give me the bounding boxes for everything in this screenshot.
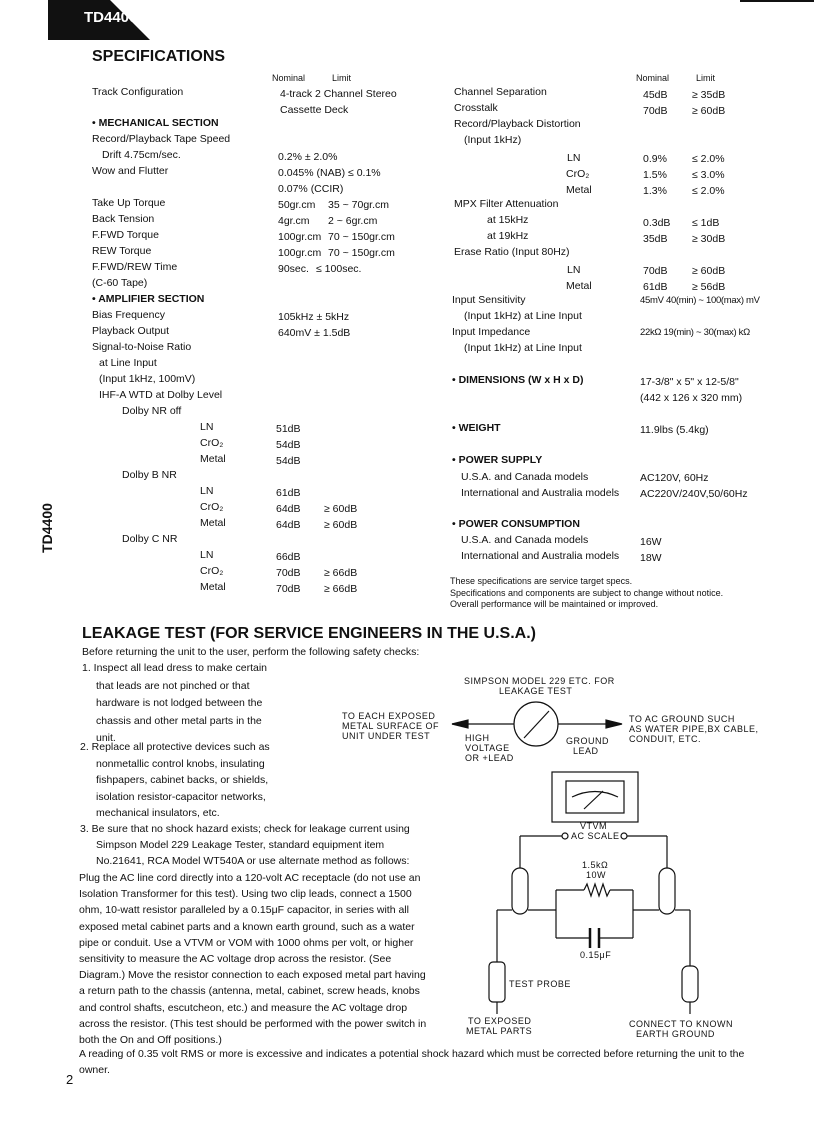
right-spec-nominal: 61dB [643, 281, 668, 293]
diag-probe: TEST PROBE [509, 979, 571, 989]
left-spec-label: • MECHANICAL SECTION [92, 117, 219, 129]
leak-body-line: both the On and Off positions.) [79, 1034, 222, 1046]
left-spec-label: (C-60 Tape) [92, 277, 148, 289]
left-col-limit: Limit [332, 73, 352, 83]
resistor-symbol [584, 884, 610, 896]
snr-tape-label: Metal [200, 581, 226, 593]
diag-simpson-1: SIMPSON MODEL 229 ETC. FOR [464, 676, 615, 686]
right-spec-tape: CrO₂ [566, 168, 590, 180]
right-spec-nominal: 1.5% [643, 169, 667, 181]
left-spec-label: Bias Frequency [92, 309, 165, 321]
weight-value: 11.9lbs (5.4kg) [640, 424, 709, 436]
snr-nominal: 70dB [276, 567, 301, 579]
power-consumption-label: • POWER CONSUMPTION [452, 518, 580, 530]
left-spec-label: REW Torque [92, 245, 152, 257]
right-spec-limit: ≤ 1dB [692, 217, 720, 229]
diag-hv-1: HIGH [465, 733, 490, 743]
dimensions-value2: (442 x 126 x 320 mm) [640, 392, 743, 404]
snr-nominal: 66dB [276, 551, 301, 563]
snr-limit: ≥ 66dB [324, 567, 358, 579]
vtvm-terminal-left [562, 833, 568, 839]
diag-vtvm-1: VTVM [580, 821, 608, 831]
test-probe [489, 962, 505, 1002]
snr-group-label: Dolby B NR [122, 469, 177, 481]
diag-gnd-2: LEAD [573, 746, 599, 756]
power-supply-label: • POWER SUPPLY [452, 454, 543, 466]
left-spec-nominal: 0.045% (NAB) ≤ 0.1% [278, 167, 381, 179]
left-spec-label: Dolby NR off [122, 405, 182, 417]
diag-hv-3: OR +LEAD [465, 753, 514, 763]
left-spec-label: Track Configuration [92, 86, 184, 98]
ps-usa-value: AC120V, 60Hz [640, 472, 709, 484]
snr-tape-label: CrO₂ [200, 565, 224, 577]
snr-nominal: 61dB [276, 487, 301, 499]
leak-body-line: pipe or conduit. Use a VTVM or VOM with 1000 ohms per volt, or higher [79, 936, 414, 949]
leak-closing-line: A reading of 0.35 volt RMS or more is excessive and indicates a potential shock hazard which must be corrected before returning the unit to the [79, 1048, 745, 1060]
right-spec-label: (Input 1kHz) at Line Input [464, 310, 582, 322]
weight-label: • WEIGHT [452, 422, 501, 434]
right-spec-nominal: 35dB [643, 233, 668, 245]
leak-body-line: ohm, 10-watt resistor paralleled by a 0.15μF capacitor, in series with all [79, 904, 409, 917]
leak-body-line: exposed metal cabinet parts and a known earth ground, such as a water [79, 920, 415, 933]
diag-hv-2: VOLTAGE [465, 743, 510, 753]
leak-body-line: across the resistor. (This test should be performed with the power switch in [79, 1017, 427, 1030]
left-spec-nominal: 100gr.cm [278, 247, 322, 259]
right-spec-tape: Metal [566, 184, 592, 196]
pc-intl-value: 18W [640, 552, 662, 564]
right-col-limit: Limit [696, 73, 716, 83]
left-spec-limit: 35 ~ 70gr.cm [328, 199, 389, 211]
leak-body-line: Diagram.) Move the resistor connection to each exposed metal part having [79, 969, 426, 982]
diag-left-3: UNIT UNDER TEST [342, 731, 431, 741]
right-spec-label: Channel Separation [454, 86, 547, 98]
snr-limit: ≥ 60dB [324, 503, 358, 515]
spec-note-2: Specifications and components are subject to change without notice. [450, 588, 724, 598]
right-spec-label: Erase Ratio (Input 80Hz) [454, 246, 570, 258]
right-spec-label: Record/Playback Distortion [454, 118, 581, 130]
right-spec-tape: LN [567, 152, 581, 164]
snr-tape-label: LN [200, 549, 214, 561]
right-spec-limit: ≥ 60dB [692, 265, 726, 277]
leak-item2-line: mechanical insulators, etc. [96, 807, 220, 819]
right-spec-label: Input Sensitivity [452, 294, 526, 306]
dimensions-label: • DIMENSIONS (W x H x D) [452, 374, 584, 386]
right-spec-limit: ≤ 2.0% [692, 185, 725, 197]
leak-item3-line: No.21641, RCA Model WT540A or use alternate method as follows: [96, 855, 410, 867]
top-rule [740, 0, 814, 2]
right-spec-label: Crosstalk [454, 102, 498, 114]
right-spec-limit: ≤ 3.0% [692, 169, 725, 181]
left-spec-label: IHF-A WTD at Dolby Level [99, 389, 223, 401]
left-spec-nominal: 90sec. [278, 263, 309, 275]
diag-cap: 0.15μF [580, 950, 612, 960]
left-spec-limit: 2 ~ 6gr.cm [328, 215, 378, 227]
right-spec-nominal: 45dB [643, 89, 668, 101]
right-spec-limit: ≥ 60dB [692, 105, 726, 117]
leak-item3-line: Simpson Model 229 Leakage Tester, standard equipment item [96, 839, 385, 851]
right-spec-limit: ≥ 56dB [692, 281, 726, 293]
leak-item2-line: isolation resistor-capacitor networks, [96, 790, 266, 803]
left-spec-nominal: 4-track 2 Channel Stereo [280, 88, 397, 100]
arrow-right-head [606, 720, 622, 728]
diag-exposed-1: TO EXPOSED [468, 1016, 532, 1026]
clip-lead-right [659, 868, 675, 914]
snr-nominal: 64dB [276, 519, 301, 531]
snr-nominal: 70dB [276, 583, 301, 595]
diag-simpson-2: LEAKAGE TEST [499, 686, 573, 696]
right-spec-tape: Metal [566, 280, 592, 292]
snr-nominal: 51dB [276, 423, 301, 435]
right-spec-label: (Input 1kHz) [464, 134, 522, 146]
left-spec-label: Playback Output [92, 325, 170, 337]
left-spec-nominal: Cassette Deck [280, 104, 349, 116]
page-number: 2 [66, 1072, 74, 1087]
sidebar-model-label: TD4400 [38, 503, 55, 553]
arrow-left-head [452, 720, 468, 728]
dimensions-value1: 17-3/8" x 5" x 12-5/8" [640, 376, 739, 388]
vtvm-needle [584, 791, 603, 809]
right-spec-limit: ≤ 2.0% [692, 153, 725, 165]
left-spec-nominal: 0.07% (CCIR) [278, 183, 344, 195]
right-spec-tape: LN [567, 264, 581, 276]
leak-item1-line: hardware is not lodged between the [96, 697, 263, 709]
right-spec-label: at 15kHz [487, 214, 529, 226]
leak-body-line: and control shafts, escutcheon, etc.) and measure the AC voltage drop [79, 1001, 408, 1014]
left-col-nominal: Nominal [272, 73, 306, 83]
snr-nominal: 64dB [276, 503, 301, 515]
ps-intl-label: International and Australia models [461, 487, 620, 499]
ps-intl-value: AC220V/240V,50/60Hz [640, 488, 748, 500]
snr-nominal: 54dB [276, 439, 301, 451]
spec-note-1: These specifications are service target specs. [450, 576, 633, 586]
diag-right-3: CONDUIT, ETC. [629, 734, 702, 744]
left-spec-nominal: 640mV ± 1.5dB [278, 327, 351, 339]
pc-usa-value: 16W [640, 536, 662, 548]
left-spec-label: at Line Input [99, 357, 157, 369]
diag-exposed-2: METAL PARTS [466, 1026, 533, 1036]
left-spec-limit: ≤ 100sec. [316, 263, 362, 275]
pc-intl-label: International and Australia models [461, 550, 620, 562]
right-spec-nominal: 0.3dB [643, 217, 671, 229]
left-spec-label: Signal-to-Noise Ratio [92, 341, 192, 353]
leak-item2-line: nonmetallic control knobs, insulating [96, 757, 265, 770]
diag-right-1: TO AC GROUND SUCH [629, 714, 735, 724]
diag-earth-2: EARTH GROUND [636, 1029, 715, 1039]
left-spec-label: F.FWD/REW Time [92, 261, 178, 273]
ps-usa-label: U.S.A. and Canada models [461, 471, 589, 483]
snr-group-label: Dolby C NR [122, 533, 178, 545]
left-spec-label: Back Tension [92, 213, 155, 225]
diag-gnd-1: GROUND [566, 736, 609, 746]
right-spec-nominal: 0.9% [643, 153, 667, 165]
earth-clip [682, 966, 698, 1002]
right-spec-nominal: 70dB [643, 105, 668, 117]
snr-limit: ≥ 66dB [324, 583, 358, 595]
left-spec-label: Drift 4.75cm/sec. [102, 149, 181, 161]
spec-note-3: Overall performance will be maintained or improved. [450, 599, 659, 609]
left-spec-nominal: 0.2% ± 2.0% [278, 151, 338, 163]
right-spec-nominal: 45mV 40(min) ~ 100(max) mV [640, 295, 760, 306]
right-spec-label: Input Impedance [452, 326, 531, 338]
simpson-meter-circle [514, 702, 558, 746]
leak-body-line: Plug the AC line cord directly into a 120-volt AC receptacle (do not use an [79, 872, 421, 884]
vtvm-scale-arc [572, 792, 618, 798]
right-spec-nominal: 1.3% [643, 185, 667, 197]
leak-item1-line: 1. Inspect all lead dress to make certain [82, 662, 268, 674]
right-spec-label: MPX Filter Attenuation [454, 198, 559, 210]
right-spec-nominal: 22kΩ 19(min) ~ 30(max) kΩ [640, 327, 750, 338]
leakage-intro: Before returning the unit to the user, perform the following safety checks: [82, 646, 420, 658]
left-spec-label: F.FWD Torque [92, 229, 159, 241]
snr-tape-label: LN [200, 485, 214, 497]
leak-item1-line: chassis and other metal parts in the [96, 714, 262, 727]
leakage-title: LEAKAGE TEST (FOR SERVICE ENGINEERS IN THE U.S.A.) [82, 625, 536, 642]
left-spec-label: Take Up Torque [92, 197, 166, 209]
left-spec-nominal: 4gr.cm [278, 215, 310, 227]
leak-body-line: a return path to the chassis (antenna, metal, cabinet, screw heads, knobs [79, 985, 420, 998]
vtvm-terminal-right [621, 833, 627, 839]
snr-tape-label: Metal [200, 517, 226, 529]
right-col-nominal: Nominal [636, 73, 670, 83]
right-spec-label: (Input 1kHz) at Line Input [464, 342, 582, 354]
left-spec-label: • AMPLIFIER SECTION [92, 293, 205, 305]
right-spec-limit: ≥ 35dB [692, 89, 726, 101]
snr-tape-label: CrO₂ [200, 501, 224, 513]
snr-nominal: 54dB [276, 455, 301, 467]
leak-body-line: Isolation Transformer for this test). Using two clip leads, connect a 1500 [79, 888, 412, 901]
vtvm-dial [566, 781, 624, 813]
leak-item3-line: 3. Be sure that no shock hazard exists; check for leakage current using [80, 823, 410, 835]
simpson-meter-needle [524, 711, 549, 738]
diag-left-1: TO EACH EXPOSED [342, 711, 436, 721]
spec-title: SPECIFICATIONS [92, 48, 226, 65]
right-spec-label: at 19kHz [487, 230, 529, 242]
snr-tape-label: LN [200, 421, 214, 433]
left-spec-limit: 70 ~ 150gr.cm [328, 247, 395, 259]
clip-lead-left [512, 868, 528, 914]
leak-body-line: sensitivity to measure the AC voltage drop across the resistor. (See [79, 953, 392, 965]
left-spec-label: Record/Playback Tape Speed [92, 133, 231, 145]
diag-res-1: 1.5kΩ [582, 860, 609, 870]
leak-item2-line: 2. Replace all protective devices such as [80, 741, 270, 753]
snr-limit: ≥ 60dB [324, 519, 358, 531]
diag-earth-1: CONNECT TO KNOWN [629, 1019, 734, 1029]
left-spec-limit: 70 ~ 150gr.cm [328, 231, 395, 243]
diag-vtvm-2: AC SCALE [571, 831, 620, 841]
left-spec-label: (Input 1kHz, 100mV) [99, 373, 196, 385]
left-spec-nominal: 105kHz ± 5kHz [278, 311, 350, 323]
diag-res-2: 10W [586, 870, 607, 880]
diag-left-2: METAL SURFACE OF [342, 721, 440, 731]
left-spec-label: Wow and Flutter [92, 165, 169, 177]
leak-item2-line: fishpapers, cabinet backs, or shields, [96, 774, 269, 786]
right-spec-nominal: 70dB [643, 265, 668, 277]
snr-tape-label: CrO₂ [200, 437, 224, 449]
vtvm-box [552, 772, 638, 822]
model-tab-label: TD4400 [84, 9, 138, 26]
left-spec-nominal: 50gr.cm [278, 199, 316, 211]
left-spec-nominal: 100gr.cm [278, 231, 322, 243]
model-tab [48, 0, 158, 40]
pc-usa-label: U.S.A. and Canada models [461, 534, 589, 546]
diag-right-2: AS WATER PIPE,BX CABLE, [629, 724, 759, 734]
snr-tape-label: Metal [200, 453, 226, 465]
right-spec-limit: ≥ 30dB [692, 233, 726, 245]
leak-item1-line: that leads are not pinched or that [96, 679, 250, 692]
leak-item1-line: unit. [96, 732, 116, 744]
leak-closing-line: owner. [79, 1063, 110, 1076]
